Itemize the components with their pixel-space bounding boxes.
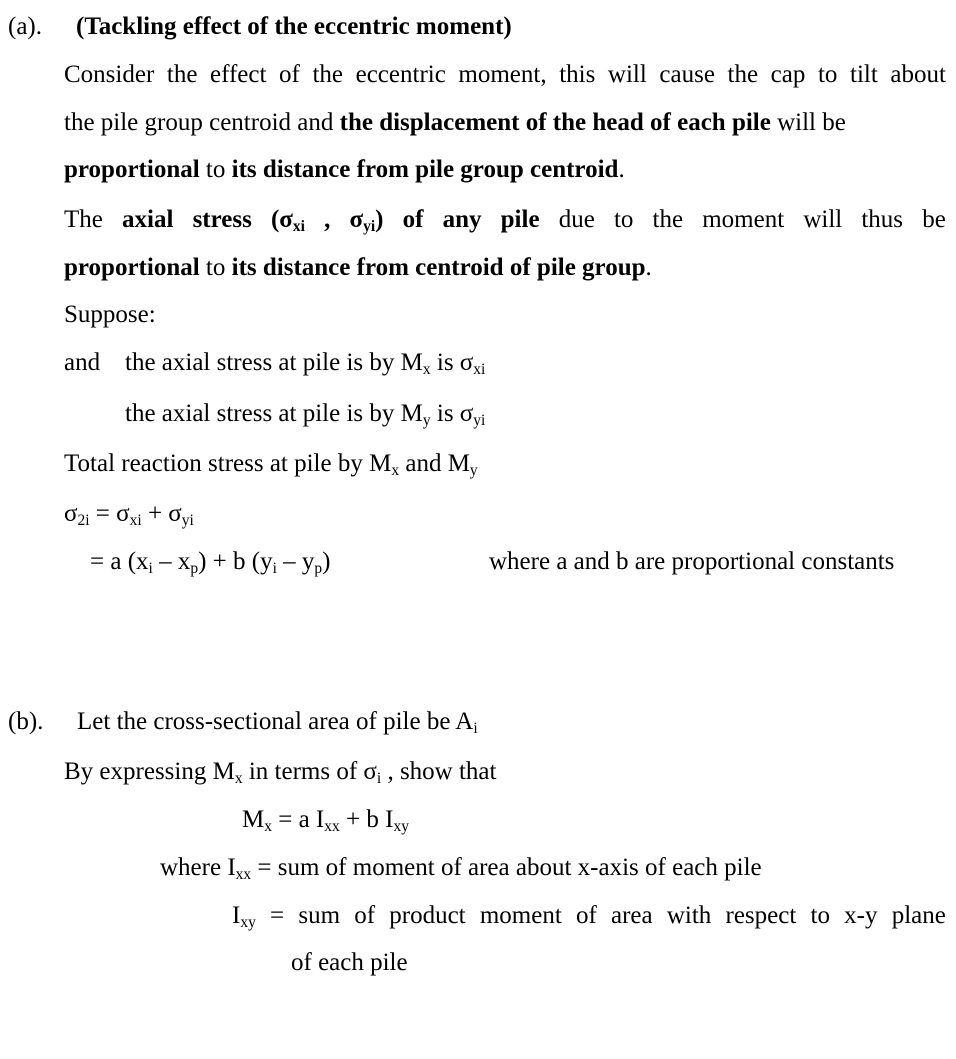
text: the pile group centroid and [64, 109, 340, 136]
equation-linear: = a $(x_i - x_p) + b$ $(y_i - y_p)$ [90, 548, 331, 577]
stress-x-line: the axial stress at pile is by $M_x$ is $\sigma_{xi}$ [125, 349, 486, 378]
part-b-express-line: By expressing $M_x$ in terms of $\sigma_i$ , show that [64, 758, 497, 787]
word: of [279, 61, 300, 88]
word: sum [298, 902, 341, 929]
word: x-y [844, 902, 878, 929]
word: of [402, 206, 424, 233]
and-label: and [64, 349, 101, 376]
text: to [199, 156, 232, 183]
word: cap [770, 61, 806, 88]
mx-formula: $M_x = a$ $I_{xx} + b$ $I_{xy}$ [242, 806, 409, 835]
part-a-p2-line2 [64, 255, 652, 280]
word: the [652, 206, 684, 233]
word: moment [702, 206, 785, 233]
word: of [354, 902, 376, 929]
word: thus [861, 206, 904, 233]
ixy-symbol: $I_{xy}$ [232, 902, 256, 931]
sigma-yi: $\sigma_{yi}$) [349, 206, 384, 235]
word: the [166, 61, 198, 88]
word: the [727, 61, 759, 88]
part-a-p2-line1 [64, 207, 946, 234]
ixy-definition-continued: of each pile [291, 949, 408, 976]
word: moment, [458, 61, 547, 88]
word: respect [725, 902, 797, 929]
total-reaction-line: Total reaction stress at pile by $M_x$ and $M_y$ [64, 450, 478, 479]
part-a-p1-line2 [64, 110, 846, 135]
suppose-label: Suppose: [64, 301, 156, 328]
emphasis: the displacement of the head of each pile [339, 109, 771, 136]
word: eccentric [355, 61, 446, 88]
word: about [890, 61, 946, 88]
part-b-intro: Let the cross-sectional area of pile be $A_i$ [77, 708, 478, 737]
word: this [559, 61, 596, 88]
word: stress [192, 206, 252, 233]
word: to [613, 206, 634, 233]
stress-y-line: the axial stress at pile is by $M_y$ is $\sigma_{yi}$ [125, 400, 486, 429]
word: to [810, 902, 830, 929]
part-a-label: (a). [8, 13, 42, 40]
word: pile [500, 206, 540, 233]
word: product [389, 902, 466, 929]
word: to [817, 61, 838, 88]
emphasis: proportional [64, 254, 200, 281]
word: cause [659, 61, 715, 88]
word: will [803, 206, 843, 233]
word: axial [122, 206, 174, 233]
text: . [645, 254, 652, 281]
word: with [666, 902, 712, 929]
word: moment [479, 902, 562, 929]
word: area [611, 902, 653, 929]
equation-note: where a and b are proportional constants [489, 548, 895, 575]
part-a-p1-line3 [64, 157, 625, 182]
ixy-definition [232, 903, 946, 930]
emphasis: proportional [64, 156, 200, 183]
word: the [312, 61, 344, 88]
text: will be [770, 109, 846, 136]
word: effect [210, 61, 267, 88]
emphasis: its distance from pile group centroid [231, 156, 619, 183]
word: any [442, 206, 482, 233]
part-b-label: (b). [8, 708, 44, 735]
emphasis: its distance from centroid of pile group [231, 254, 646, 281]
word: be [922, 206, 946, 233]
word: The [64, 206, 103, 233]
word: , [324, 206, 331, 233]
part-a-heading: (Tackling effect of the eccentric moment) [76, 13, 512, 40]
part-a-p1-line1 [64, 62, 946, 87]
word: tilt [850, 61, 878, 88]
part-a-heading-line [8, 14, 42, 39]
word: of [575, 902, 597, 929]
sigma-xi: ($\sigma_{xi}$ [270, 206, 305, 235]
word: = [270, 902, 285, 929]
word: will [607, 61, 647, 88]
ixx-definition: where $I_{xx}$ = sum of moment of area about x-axis of each pile [160, 854, 762, 883]
word: Consider [64, 61, 155, 88]
text: to [199, 254, 232, 281]
text: . [618, 156, 625, 183]
equation-sigma-2i: $\sigma_{2i} = \sigma_{xi} + \sigma_{yi}$ [64, 500, 194, 529]
word: plane [891, 902, 946, 929]
word: due [558, 206, 595, 233]
